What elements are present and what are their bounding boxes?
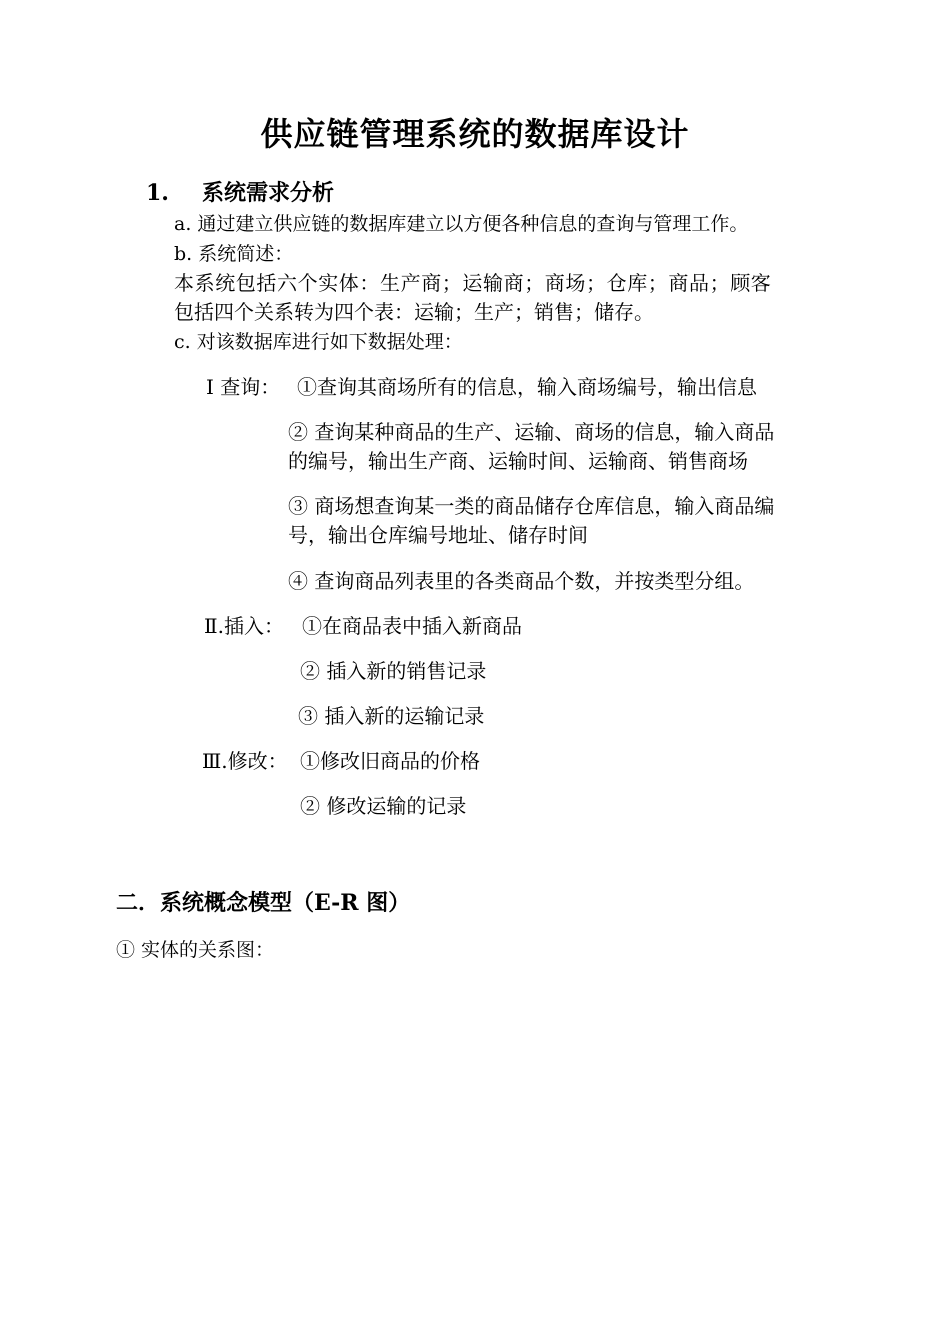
insert-item-1: ①在商品表中插入新商品 (302, 614, 522, 638)
item-c: c. 对该数据库进行如下数据处理： (174, 331, 463, 353)
section1-heading: 系统需求分析 (202, 180, 335, 206)
document-title: 供应链管理系统的数据库设计 (260, 115, 690, 153)
insert-item-3: ③ 插入新的运输记录 (298, 704, 485, 728)
query-label: Ⅰ 查询： (206, 375, 281, 399)
modify-label: Ⅲ.修改： (202, 749, 288, 773)
query-item-1: ①查询其商场所有的信息，输入商场编号，输出信息 (297, 375, 757, 399)
query-item-4: ④ 查询商品列表里的各类商品个数，并按类型分组。 (288, 569, 755, 593)
query-item-3-line-1: ③ 商场想查询某一类的商品储存仓库信息，输入商品编 (288, 494, 775, 518)
modify-item-1: ①修改旧商品的价格 (300, 749, 480, 773)
desc-line-2: 包括四个关系转为四个表：运输；生产；销售；储存。 (174, 300, 654, 324)
modify-item-2: ② 修改运输的记录 (300, 794, 467, 818)
insert-label: Ⅱ.插入： (204, 614, 284, 638)
insert-item-2: ② 插入新的销售记录 (300, 659, 487, 683)
desc-line-1: 本系统包括六个实体：生产商；运输商；商场；仓库；商品；顾客 (174, 271, 772, 295)
item-a: a. 通过建立供应链的数据库建立以方便各种信息的查询与管理工作。 (174, 213, 749, 235)
section2-heading: 二．系统概念模型（E-R 图） (116, 890, 411, 916)
query-item-2-line-1: ② 查询某种商品的生产、运输、商场的信息，输入商品 (288, 420, 775, 444)
query-item-3-line-2: 号，输出仓库编号地址、储存时间 (288, 523, 588, 547)
query-item-2-line-2: 的编号，输出生产商、运输时间、运输商、销售商场 (288, 449, 748, 473)
item-b: b. 系统简述： (174, 243, 294, 265)
section1-number: 1. (146, 180, 169, 206)
section2-subheading-1: ① 实体的关系图： (116, 939, 275, 961)
